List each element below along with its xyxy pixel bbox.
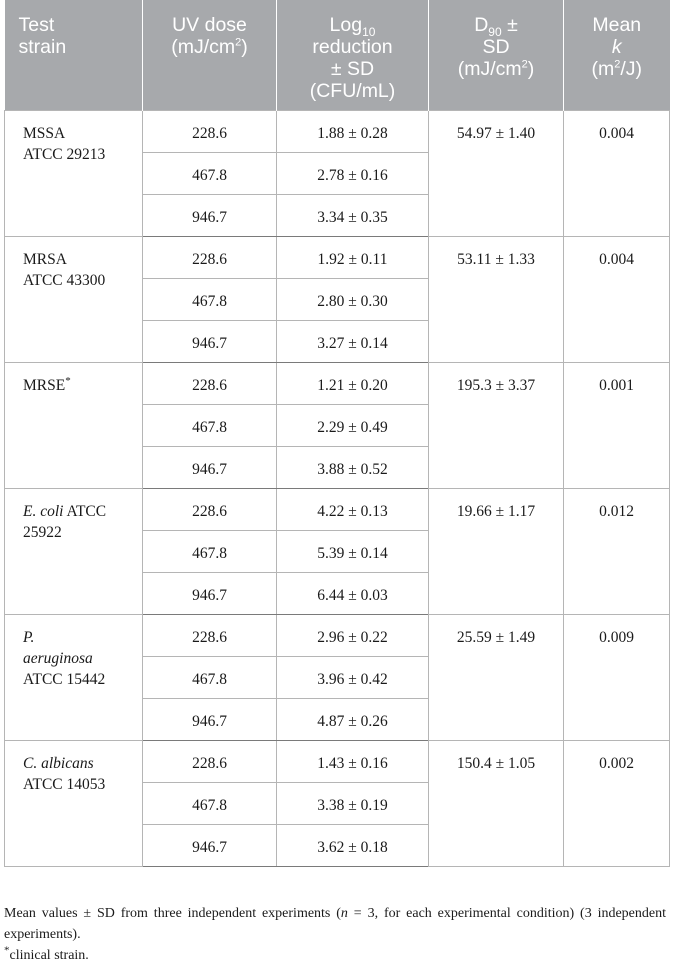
header-log-reduction: Log$_{10}$ reduction ± SD (CFU/mL) (277, 0, 429, 110)
uv-dose-cell: 228.6 (143, 488, 277, 530)
table-row (5, 614, 670, 656)
strain-cell: MRSE* (5, 362, 143, 488)
d90-cell: 25.59 ± 1.49 (429, 614, 564, 740)
uv-dose-cell: 467.8 (143, 152, 277, 194)
data-table (4, 0, 670, 867)
log-reduction-cell: 5.39 ± 0.14 (277, 530, 429, 572)
log-reduction-cell: 1.92 ± 0.11 (277, 236, 429, 278)
mean-k-cell: 0.004 (564, 236, 670, 362)
strain-cell: P. aeruginosa ATCC 15442 (5, 614, 143, 740)
table-row (5, 740, 670, 782)
d90-cell: 53.11 ± 1.33 (429, 236, 564, 362)
log-reduction-cell: 3.88 ± 0.52 (277, 446, 429, 488)
strain-cell: MSSA ATCC 29213 (5, 110, 143, 236)
uv-dose-cell: 228.6 (143, 362, 277, 404)
strain-cell: MRSA ATCC 43300 (5, 236, 143, 362)
log-reduction-cell: 3.96 ± 0.42 (277, 656, 429, 698)
log-reduction-cell: 6.44 ± 0.03 (277, 572, 429, 614)
table-row (5, 362, 670, 404)
log-reduction-cell: 4.87 ± 0.26 (277, 698, 429, 740)
d90-cell: 19.66 ± 1.17 (429, 488, 564, 614)
log-reduction-cell: 3.62 ± 0.18 (277, 824, 429, 866)
uv-dose-cell: 467.8 (143, 278, 277, 320)
uv-dose-cell: 467.8 (143, 530, 277, 572)
table-row (5, 488, 670, 530)
log-reduction-cell: 1.21 ± 0.20 (277, 362, 429, 404)
mean-k-cell: 0.002 (564, 740, 670, 866)
d90-cell: 195.3 ± 3.37 (429, 362, 564, 488)
uv-dose-cell: 946.7 (143, 698, 277, 740)
header-row (5, 0, 670, 110)
mean-k-cell: 0.012 (564, 488, 670, 614)
uv-dose-cell: 946.7 (143, 194, 277, 236)
uv-dose-cell: 228.6 (143, 614, 277, 656)
log-reduction-cell: 3.38 ± 0.19 (277, 782, 429, 824)
uv-dose-cell: 228.6 (143, 740, 277, 782)
uv-dose-cell: 946.7 (143, 446, 277, 488)
uv-dose-cell: 228.6 (143, 110, 277, 152)
header-d90: $D_{90}$ ± SD $(mJ/cm^2)$ (429, 0, 564, 110)
log-reduction-cell: 1.88 ± 0.28 (277, 110, 429, 152)
log-reduction-cell: 3.34 ± 0.35 (277, 194, 429, 236)
uv-dose-cell: 467.8 (143, 782, 277, 824)
header-uv-dose: UV dose $(mJ/cm^2)$ (143, 0, 277, 110)
log-reduction-cell: 2.78 ± 0.16 (277, 152, 429, 194)
table-row (5, 236, 670, 278)
log-reduction-cell: 2.96 ± 0.22 (277, 614, 429, 656)
header-test-strain: Test strain (5, 0, 143, 110)
uv-dose-cell: 946.7 (143, 824, 277, 866)
mean-k-cell: 0.004 (564, 110, 670, 236)
mean-k-cell: 0.001 (564, 362, 670, 488)
header-mean-k: Mean k $(m^2/J)$ (564, 0, 670, 110)
log-reduction-cell: 2.80 ± 0.30 (277, 278, 429, 320)
uv-dose-cell: 946.7 (143, 320, 277, 362)
log-reduction-cell: 1.43 ± 0.16 (277, 740, 429, 782)
clinical-strain-footnote: *clinical strain. (4, 944, 89, 963)
table-footnote: Mean values ± SD from three independent experiments (n = 3, for each experimental condition) (3 independent experiments). (4, 906, 666, 942)
uv-dose-cell: 228.6 (143, 236, 277, 278)
d90-cell: 150.4 ± 1.05 (429, 740, 564, 866)
uv-dose-cell: 467.8 (143, 404, 277, 446)
table-row (5, 110, 670, 152)
d90-cell: 54.97 ± 1.40 (429, 110, 564, 236)
uv-dose-cell: 946.7 (143, 572, 277, 614)
mean-k-cell: 0.009 (564, 614, 670, 740)
strain-cell: E. coli ATCC 25922 (5, 488, 143, 614)
uv-dose-cell: 467.8 (143, 656, 277, 698)
log-reduction-cell: 4.22 ± 0.13 (277, 488, 429, 530)
log-reduction-cell: 2.29 ± 0.49 (277, 404, 429, 446)
log-reduction-cell: 3.27 ± 0.14 (277, 320, 429, 362)
strain-cell: C. albicans ATCC 14053 (5, 740, 143, 866)
